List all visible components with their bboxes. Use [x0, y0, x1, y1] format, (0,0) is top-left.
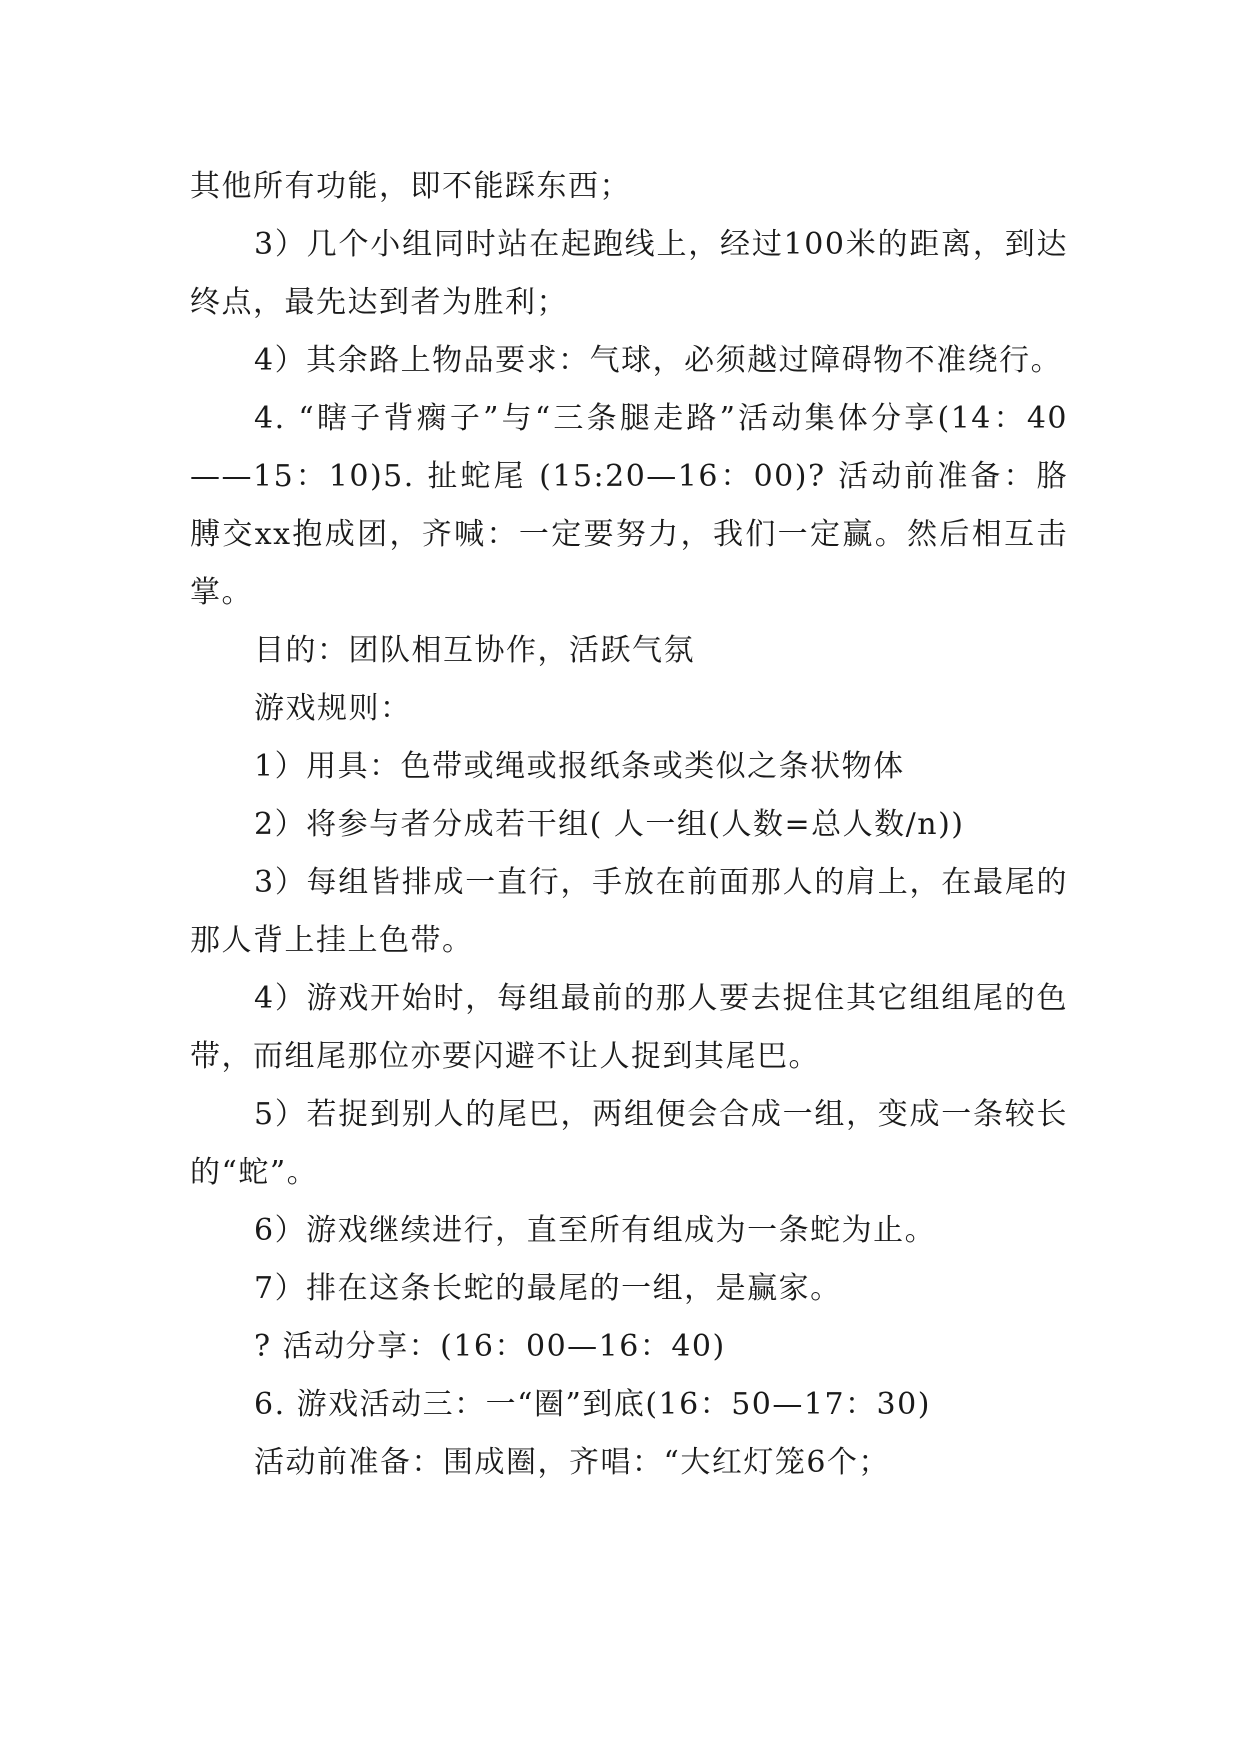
- paragraph: 7）排在这条长蛇的最尾的一组，是赢家。: [254, 1271, 842, 1306]
- paragraph: 4. “瞎子背瘸子”与“三条腿走路”活动集体分享(14：40——15：10)5. 扯蛇尾 (15:20—16：00)? 活动前准备：胳膊交xx抱成团，齐喊：一定要努力，我们一定赢。然后相互击掌。: [190, 401, 1068, 610]
- paragraph: 2）将参与者分成若干组( 人一组(人数=总人数/n)): [254, 807, 965, 842]
- paragraph: 5）若捉到别人的尾巴，两组便会合成一组，变成一条较长的“蛇”。: [190, 1097, 1068, 1190]
- paragraph: ? 活动分享：(16：00—16：40): [254, 1329, 726, 1364]
- paragraph: 游戏规则：: [254, 691, 412, 726]
- document-body: [190, 158, 1068, 1492]
- paragraph: 1）用具：色带或绳或报纸条或类似之条状物体: [254, 749, 905, 784]
- paragraph: 目的：团队相互协作，活跃气氛: [254, 633, 695, 668]
- paragraph: 4）游戏开始时，每组最前的那人要去捉住其它组组尾的色带，而组尾那位亦要闪避不让人捉到其尾巴。: [190, 981, 1068, 1074]
- paragraph: 其他所有功能，即不能踩东西；: [190, 169, 631, 204]
- paragraph: 6. 游戏活动三：一“圈”到底(16：50—17：30): [254, 1387, 931, 1422]
- paragraph: 6）游戏继续进行，直至所有组成为一条蛇为止。: [254, 1213, 937, 1248]
- paragraph: 3）每组皆排成一直行，手放在前面那人的肩上，在最尾的那人背上挂上色带。: [190, 865, 1068, 958]
- paragraph: 4）其余路上物品要求：气球，必须越过障碍物不准绕行。: [254, 343, 1063, 378]
- paragraph: 活动前准备：围成圈，齐唱：“大红灯笼6个；: [254, 1445, 890, 1480]
- paragraph: 3）几个小组同时站在起跑线上，经过100米的距离，到达终点，最先达到者为胜利；: [190, 227, 1068, 320]
